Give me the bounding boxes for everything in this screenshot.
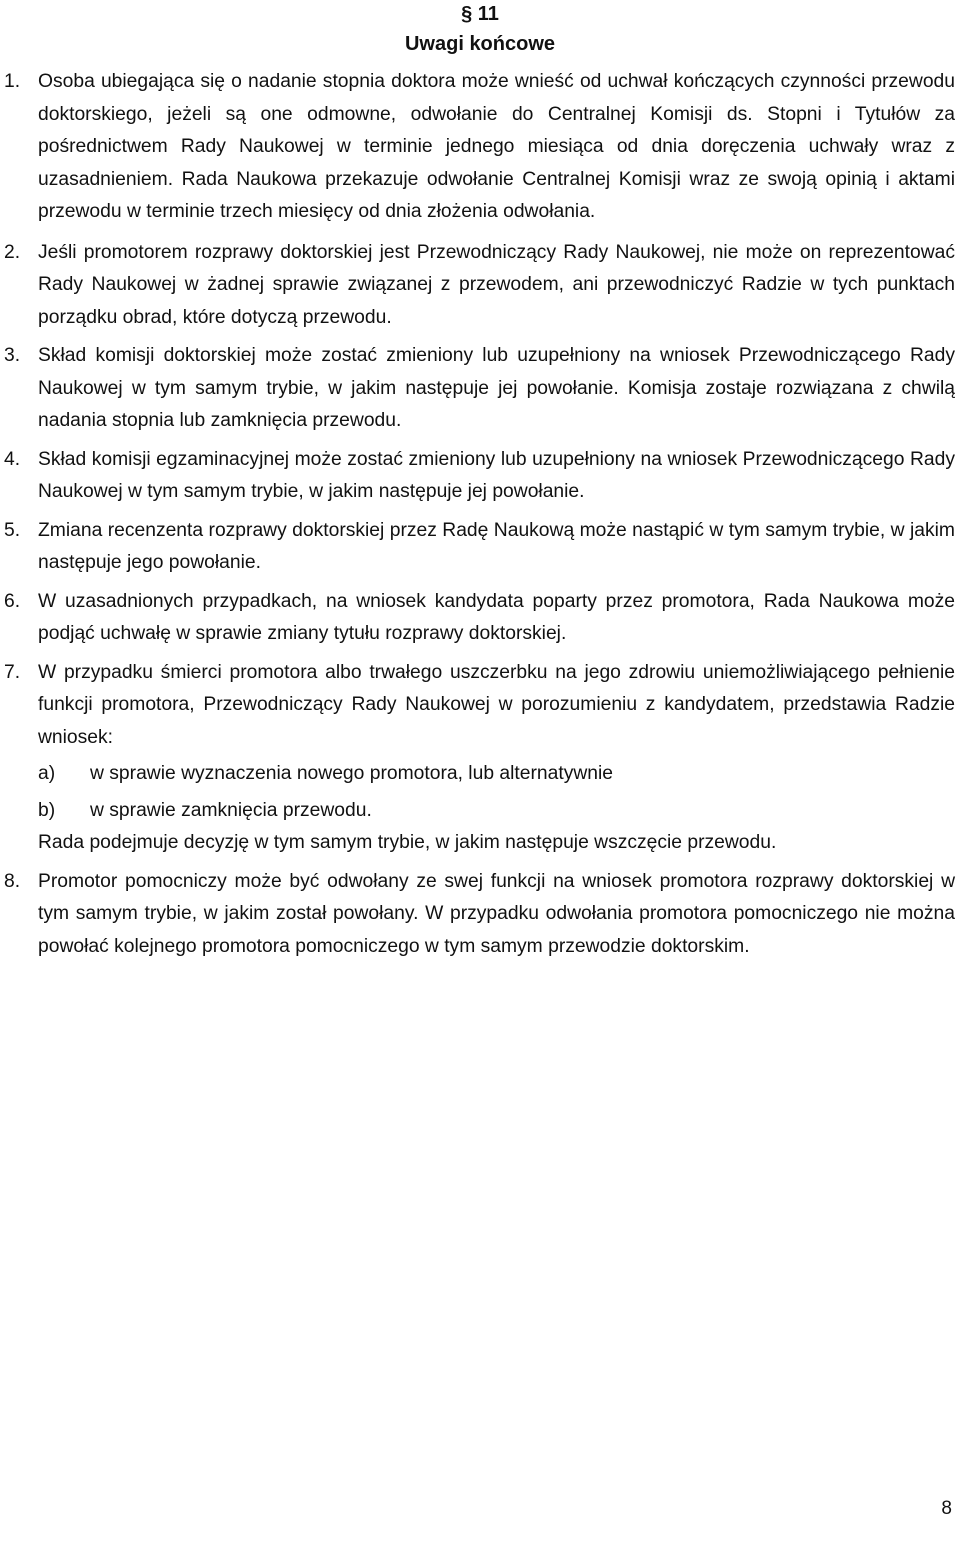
page-number: 8 — [941, 1498, 952, 1519]
subitem-text: w sprawie wyznaczenia nowego promotora, lub alternatywnie — [90, 763, 614, 784]
paragraph-text: Skład komisji doktorskiej może zostać zmieniony lub uzupełniony na wniosek Przewodniczącego Rady Naukowej w tym samym trybie, w jakim następuje jej powołanie. Komisja zostaje rozwiązana z chwilą nadania stopnia lub zamknięcia przewodu. — [38, 345, 955, 431]
paragraph-2 — [0, 237, 955, 335]
paragraph-number: 5. — [4, 519, 21, 541]
paragraph-4 — [0, 444, 955, 509]
paragraph-7 — [0, 657, 955, 860]
subitem-text: w sprawie zamknięcia przewodu. — [90, 799, 372, 821]
paragraph-5 — [0, 515, 955, 580]
paragraph-number: 4. — [4, 448, 21, 470]
subitem-label: b) — [38, 799, 56, 821]
paragraph-number: 8. — [4, 870, 21, 892]
paragraph-text: Zmiana recenzenta rozprawy doktorskiej przez Radę Naukową może nastąpić w tym samym trybie, w jakim następuje jego powołanie. — [38, 519, 955, 573]
subitem-label: a) — [38, 763, 56, 784]
paragraph-number: 7. — [4, 661, 21, 683]
subitem-a — [38, 758, 955, 791]
paragraph-text: W uzasadnionych przypadkach, na wniosek kandydata poparty przez promotora, Rada Naukowa może podjąć uchwałę w sprawie zmiany tytułu rozprawy doktorskiej. — [38, 590, 955, 644]
paragraph-text: Skład komisji egzaminacyjnej może zostać zmieniony lub uzupełniony na wniosek Przewodniczącego Rady Naukowej w tym samym trybie, w jakim następuje jej powołanie. — [38, 448, 955, 502]
section-title: Uwagi końcowe — [404, 33, 556, 55]
paragraph-text: Jeśli promotorem rozprawy doktorskiej jest Przewodniczący Rady Naukowej, nie może on reprezentować Rady Naukowej w żadnej sprawie związanej z przewodem, ani przewodniczyć Radzie w tych punktach porządku obrad, które dotyczą przewodu. — [38, 241, 955, 328]
section-number: § 11 — [461, 3, 499, 25]
paragraph-3 — [0, 340, 955, 438]
paragraph-closing-text: Rada podejmuje decyzję w tym samym trybie, w jakim następuje wszczęcie przewodu. — [38, 832, 777, 853]
paragraph-number: 3. — [4, 345, 21, 366]
paragraph-text: Osoba ubiegająca się o nadanie stopnia doktora może wnieść od uchwał kończących czynności przewodu doktorskiego, jeżeli są one odmowne, odwołanie do Centralnej Komisji ds. Stopni i Tytułów za pośrednictwem Rady Naukowej w terminie jednego miesiąca od dnia doręczenia uchwały wraz z uzasadnieniem. Rada Naukowa przekazuje odwołanie Centralnej Komisji wraz ze swoją opinią i aktami przewodu w terminie trzech miesięcy od dnia złożenia odwołania. — [38, 71, 955, 222]
paragraph-number: 2. — [4, 241, 21, 263]
paragraph-number: 1. — [4, 71, 21, 92]
paragraph-1 — [0, 66, 955, 229]
paragraph-text: Promotor pomocniczy może być odwołany ze swej funkcji na wniosek promotora rozprawy doktorskiej w tym samym trybie, w jakim został powołany. W przypadku odwołania promotora pomocniczego nie można powołać kolejnego promotora pomocniczego w tym samym przewodzie doktorskim. — [38, 870, 955, 957]
paragraph-number: 6. — [4, 590, 21, 612]
paragraph-8 — [0, 866, 955, 964]
paragraph-6 — [0, 586, 955, 651]
document-body — [0, 66, 955, 963]
paragraph-text: W przypadku śmierci promotora albo trwałego uszczerbku na jego zdrowiu uniemożliwiającego pełnienie funkcji promotora, Przewodniczący Rady Naukowej w porozumieniu z kandydatem, przedstawia Radzie wniosek: — [38, 661, 955, 748]
subitem-b — [38, 795, 955, 828]
